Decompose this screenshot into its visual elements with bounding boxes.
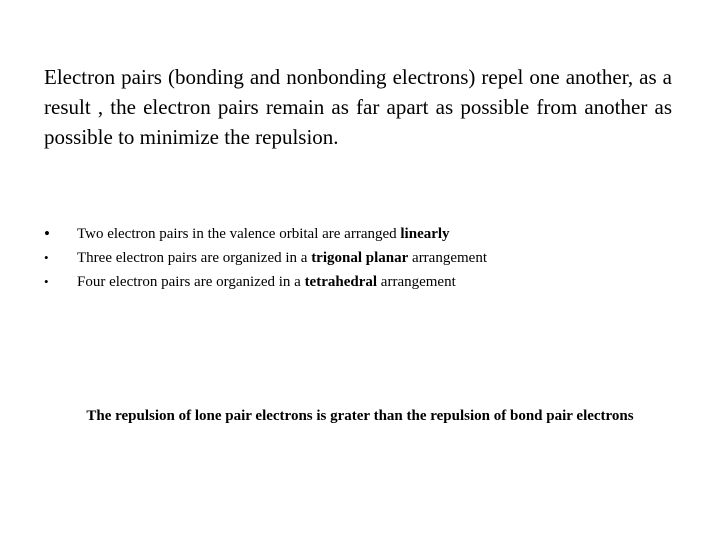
list-item [44,270,684,294]
intro-paragraph: Electron pairs (bonding and nonbonding electrons) repel one another, as a result , the electron pairs remain as far apart as possible from another as possible to minimize the repulsion. [44,65,672,149]
bullet-emphasis: trigonal planar [311,250,409,266]
bullet-marker: • [44,274,49,289]
list-item [44,246,684,270]
list-item [44,222,684,246]
bullet-text: Two electron pairs in the valence orbital are arranged [77,226,401,242]
bullet-text: Four electron pairs are organized in a [77,274,305,290]
bullet-marker: • [44,250,49,265]
bullet-text-end: arrangement [377,274,456,290]
bullet-emphasis: linearly [400,226,450,242]
bullet-text: Three electron pairs are organized in a [77,250,312,266]
bullet-marker: • [44,224,50,243]
bullet-text-end: arrangement [408,250,487,266]
closing-statement: The repulsion of lone pair electrons is grater than the repulsion of bond pair electrons [86,408,634,424]
bullet-list [44,222,684,294]
bullet-emphasis: tetrahedral [304,274,378,290]
